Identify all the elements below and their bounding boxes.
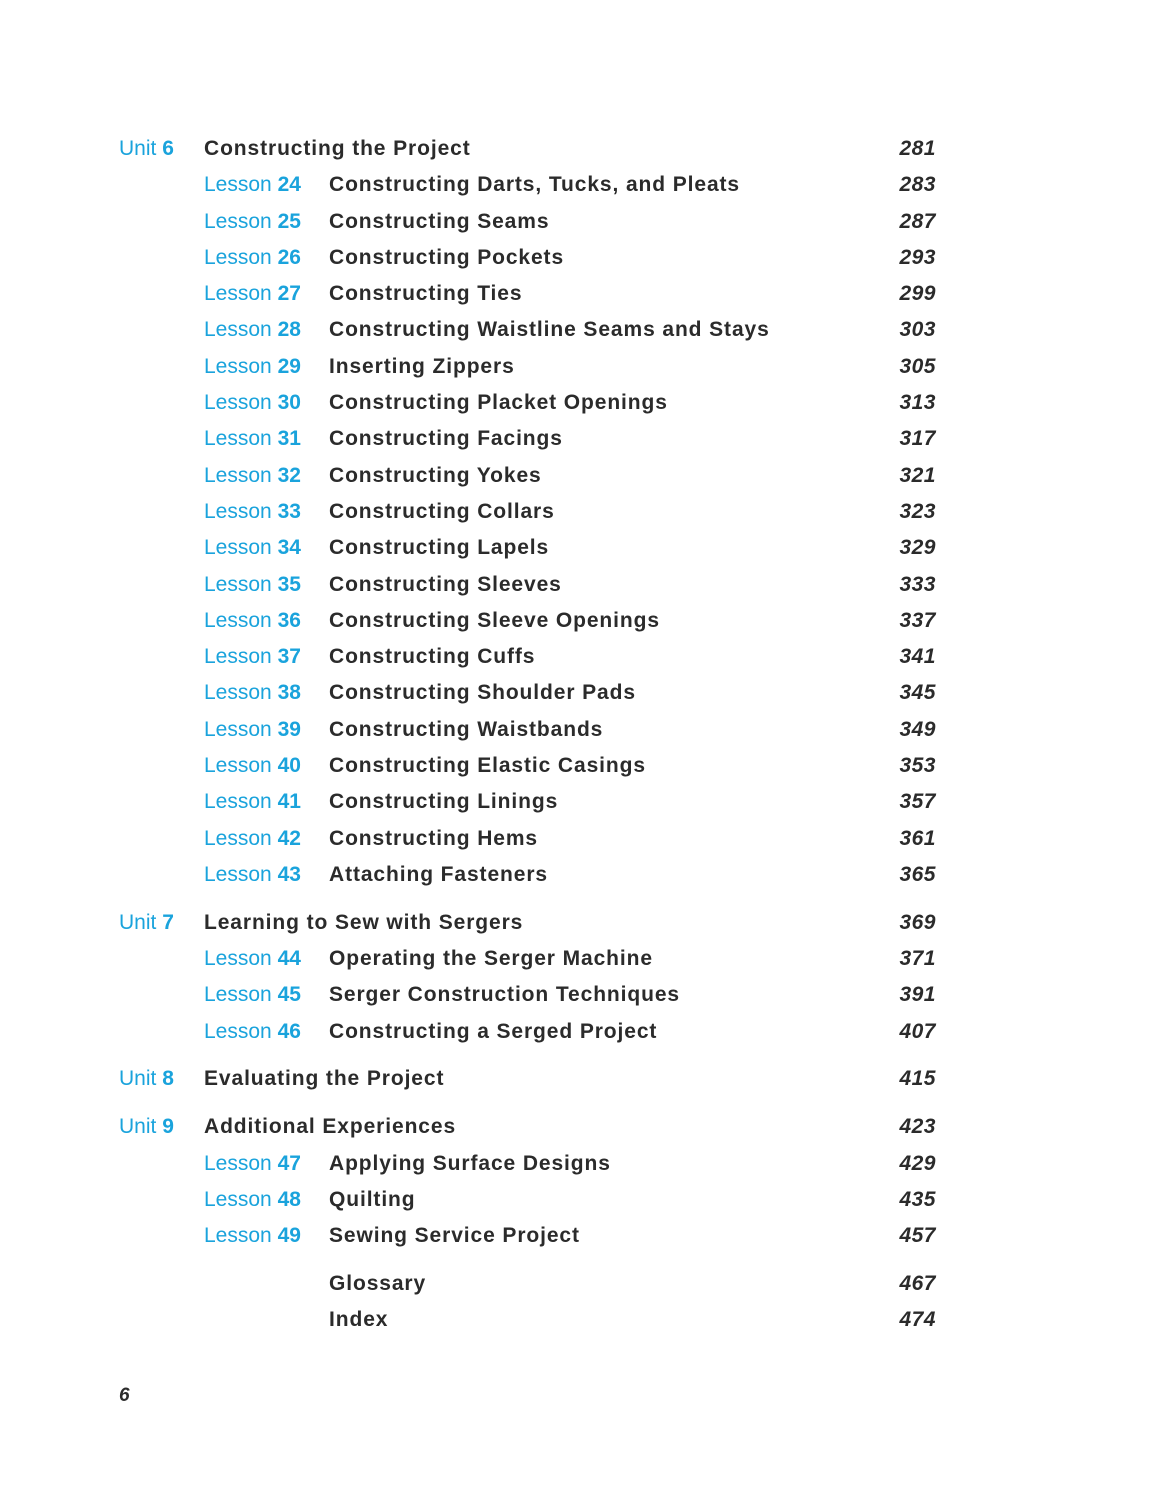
label-prefix: Lesson [204, 645, 272, 669]
entry-title: Learning to Sew with Sergers [204, 910, 524, 934]
lesson-row [0, 494, 1167, 530]
unit-label [119, 1061, 174, 1097]
entry-page-number: 323 [899, 499, 936, 523]
lesson-row [0, 1014, 1167, 1050]
label-number: 34 [277, 536, 301, 560]
lesson-row [0, 712, 1167, 748]
label-prefix: Unit [119, 137, 157, 160]
lesson-row [0, 603, 1167, 639]
label-prefix: Lesson [204, 354, 272, 378]
entry-page-number: 429 [899, 1151, 936, 1175]
lesson-row [0, 530, 1167, 566]
label-number: 7 [162, 910, 174, 934]
label-prefix: Lesson [204, 947, 272, 971]
label-number: 39 [277, 717, 301, 741]
lesson-row [0, 204, 1167, 240]
lesson-label [204, 240, 301, 276]
entry-title: Glossary [329, 1271, 427, 1295]
lesson-row [0, 784, 1167, 820]
lesson-label [204, 675, 301, 711]
lesson-label [204, 167, 301, 203]
entry-title: Constructing Yokes [329, 463, 542, 487]
entry-title: Constructing Darts, Tucks, and Pleats [329, 173, 740, 197]
entry-page-number: 474 [899, 1308, 936, 1332]
label-number: 44 [277, 947, 301, 971]
entry-page-number: 369 [899, 910, 936, 934]
entry-page-number: 371 [899, 947, 936, 971]
label-prefix: Lesson [204, 862, 272, 886]
label-prefix: Lesson [204, 608, 272, 632]
lesson-label [204, 458, 301, 494]
entry-title: Applying Surface Designs [329, 1151, 611, 1175]
label-prefix: Lesson [204, 790, 272, 814]
entry-title: Quilting [329, 1187, 416, 1211]
unit-row [0, 905, 1167, 941]
label-prefix: Lesson [204, 1019, 272, 1043]
label-number: 31 [277, 427, 301, 451]
label-prefix: Lesson [204, 282, 272, 306]
label-number: 42 [277, 826, 301, 850]
entry-page-number: 299 [899, 282, 936, 306]
entry-title: Inserting Zippers [329, 354, 515, 378]
label-number: 27 [277, 282, 301, 306]
label-number: 26 [277, 245, 301, 269]
lesson-label [204, 821, 301, 857]
lesson-label [204, 857, 301, 893]
label-prefix: Lesson [204, 572, 272, 596]
lesson-label [204, 276, 301, 312]
entry-title: Constructing Collars [329, 499, 555, 523]
entry-page-number: 365 [899, 862, 936, 886]
entry-title: Constructing the Project [204, 137, 471, 160]
entry-title: Evaluating the Project [204, 1067, 445, 1091]
label-prefix: Unit [119, 910, 157, 934]
lesson-label [204, 204, 301, 240]
lesson-label [204, 977, 301, 1013]
lesson-row [0, 748, 1167, 784]
entry-page-number: 303 [899, 318, 936, 342]
lesson-row [0, 458, 1167, 494]
entry-page-number: 333 [899, 572, 936, 596]
lesson-label [204, 312, 301, 348]
label-prefix: Lesson [204, 173, 272, 197]
lesson-row [0, 941, 1167, 977]
lesson-row [0, 857, 1167, 893]
label-prefix: Unit [119, 1115, 157, 1139]
entry-title: Constructing Shoulder Pads [329, 681, 636, 705]
page-number: 6 [119, 1385, 130, 1406]
label-number: 29 [277, 354, 301, 378]
entry-title: Operating the Serger Machine [329, 947, 653, 971]
entry-title: Constructing Sleeves [329, 572, 562, 596]
entry-title: Constructing Ties [329, 282, 523, 306]
label-number: 35 [277, 572, 301, 596]
entry-title: Constructing Waistline Seams and Stays [329, 318, 770, 342]
entry-page-number: 423 [899, 1115, 936, 1139]
lesson-row [0, 276, 1167, 312]
entry-title: Constructing Seams [329, 209, 550, 233]
label-number: 47 [277, 1151, 301, 1175]
label-number: 43 [277, 862, 301, 886]
entry-page-number: 353 [899, 754, 936, 778]
label-prefix: Lesson [204, 245, 272, 269]
label-prefix: Lesson [204, 826, 272, 850]
label-prefix: Lesson [204, 717, 272, 741]
unit-row [0, 1109, 1167, 1145]
entry-page-number: 281 [899, 137, 936, 160]
entry-page-number: 317 [899, 427, 936, 451]
lesson-row [0, 1182, 1167, 1218]
lesson-label [204, 748, 301, 784]
entry-title: Serger Construction Techniques [329, 983, 680, 1007]
label-prefix: Lesson [204, 427, 272, 451]
entry-page-number: 457 [899, 1224, 936, 1248]
entry-title: Constructing Placket Openings [329, 391, 668, 415]
entry-page-number: 415 [899, 1067, 936, 1091]
label-prefix: Lesson [204, 536, 272, 560]
lesson-label [204, 1218, 301, 1254]
entry-page-number: 287 [899, 209, 936, 233]
lesson-label [204, 567, 301, 603]
label-prefix: Lesson [204, 1151, 272, 1175]
lesson-label [204, 349, 301, 385]
lesson-row [0, 349, 1167, 385]
entry-title: Constructing Sleeve Openings [329, 608, 660, 632]
label-number: 28 [277, 318, 301, 342]
lesson-row [0, 675, 1167, 711]
lesson-label [204, 494, 301, 530]
lesson-label [204, 1014, 301, 1050]
unit-label [119, 131, 174, 167]
label-number: 25 [277, 209, 301, 233]
lesson-label [204, 784, 301, 820]
lesson-label [204, 421, 301, 457]
label-prefix: Lesson [204, 318, 272, 342]
entry-title: Constructing Linings [329, 790, 559, 814]
lesson-row [0, 240, 1167, 276]
label-prefix: Lesson [204, 754, 272, 778]
entry-title: Attaching Fasteners [329, 862, 548, 886]
label-number: 37 [277, 645, 301, 669]
lesson-row [0, 312, 1167, 348]
unit-label [119, 905, 174, 941]
entry-page-number: 337 [899, 608, 936, 632]
entry-page-number: 361 [899, 826, 936, 850]
entry-title: Index [329, 1308, 389, 1332]
entry-title: Constructing Waistbands [329, 717, 604, 741]
entry-page-number: 349 [899, 717, 936, 741]
label-number: 36 [277, 608, 301, 632]
label-prefix: Lesson [204, 463, 272, 487]
label-prefix: Lesson [204, 983, 272, 1007]
label-number: 24 [277, 173, 301, 197]
lesson-label [204, 530, 301, 566]
lesson-label [204, 712, 301, 748]
lesson-label [204, 1182, 301, 1218]
entry-page-number: 329 [899, 536, 936, 560]
label-number: 45 [277, 983, 301, 1007]
lesson-label [204, 603, 301, 639]
label-number: 48 [277, 1187, 301, 1211]
lesson-label [204, 941, 301, 977]
label-prefix: Lesson [204, 391, 272, 415]
entry-title: Additional Experiences [204, 1115, 457, 1139]
label-number: 9 [162, 1115, 174, 1139]
lesson-label [204, 1146, 301, 1182]
label-prefix: Lesson [204, 499, 272, 523]
label-number: 33 [277, 499, 301, 523]
label-prefix: Lesson [204, 681, 272, 705]
lesson-row [0, 639, 1167, 675]
lesson-label [204, 385, 301, 421]
label-number: 38 [277, 681, 301, 705]
table-of-contents [0, 131, 1167, 1339]
entry-page-number: 345 [899, 681, 936, 705]
label-number: 46 [277, 1019, 301, 1043]
label-prefix: Lesson [204, 209, 272, 233]
label-number: 49 [277, 1224, 301, 1248]
label-number: 41 [277, 790, 301, 814]
entry-page-number: 283 [899, 173, 936, 197]
unit-label [119, 1109, 174, 1145]
entry-title: Sewing Service Project [329, 1224, 580, 1248]
backmatter-row [0, 1266, 1167, 1302]
entry-page-number: 467 [899, 1271, 936, 1295]
lesson-row [0, 1146, 1167, 1182]
lesson-row [0, 821, 1167, 857]
unit-row [0, 131, 1167, 167]
lesson-label [204, 639, 301, 675]
entry-page-number: 293 [899, 245, 936, 269]
lesson-row [0, 421, 1167, 457]
label-number: 40 [277, 754, 301, 778]
lesson-row [0, 567, 1167, 603]
label-prefix: Lesson [204, 1224, 272, 1248]
entry-title: Constructing Lapels [329, 536, 550, 560]
label-number: 30 [277, 391, 301, 415]
entry-title: Constructing Pockets [329, 245, 565, 269]
lesson-row [0, 385, 1167, 421]
unit-row [0, 1061, 1167, 1097]
lesson-row [0, 977, 1167, 1013]
entry-page-number: 313 [899, 391, 936, 415]
entry-page-number: 321 [899, 463, 936, 487]
entry-title: Constructing a Serged Project [329, 1019, 658, 1043]
entry-page-number: 357 [899, 790, 936, 814]
label-number: 8 [162, 1067, 174, 1091]
entry-page-number: 391 [899, 983, 936, 1007]
entry-page-number: 305 [899, 354, 936, 378]
entry-page-number: 341 [899, 645, 936, 669]
label-number: 6 [162, 137, 174, 160]
entry-title: Constructing Facings [329, 427, 563, 451]
lesson-row [0, 167, 1167, 203]
label-number: 32 [277, 463, 301, 487]
entry-title: Constructing Hems [329, 826, 538, 850]
label-prefix: Lesson [204, 1187, 272, 1211]
entry-title: Constructing Cuffs [329, 645, 536, 669]
entry-page-number: 435 [899, 1187, 936, 1211]
entry-title: Constructing Elastic Casings [329, 754, 646, 778]
backmatter-row [0, 1302, 1167, 1338]
label-prefix: Unit [119, 1067, 157, 1091]
entry-page-number: 407 [899, 1019, 936, 1043]
lesson-row [0, 1218, 1167, 1254]
